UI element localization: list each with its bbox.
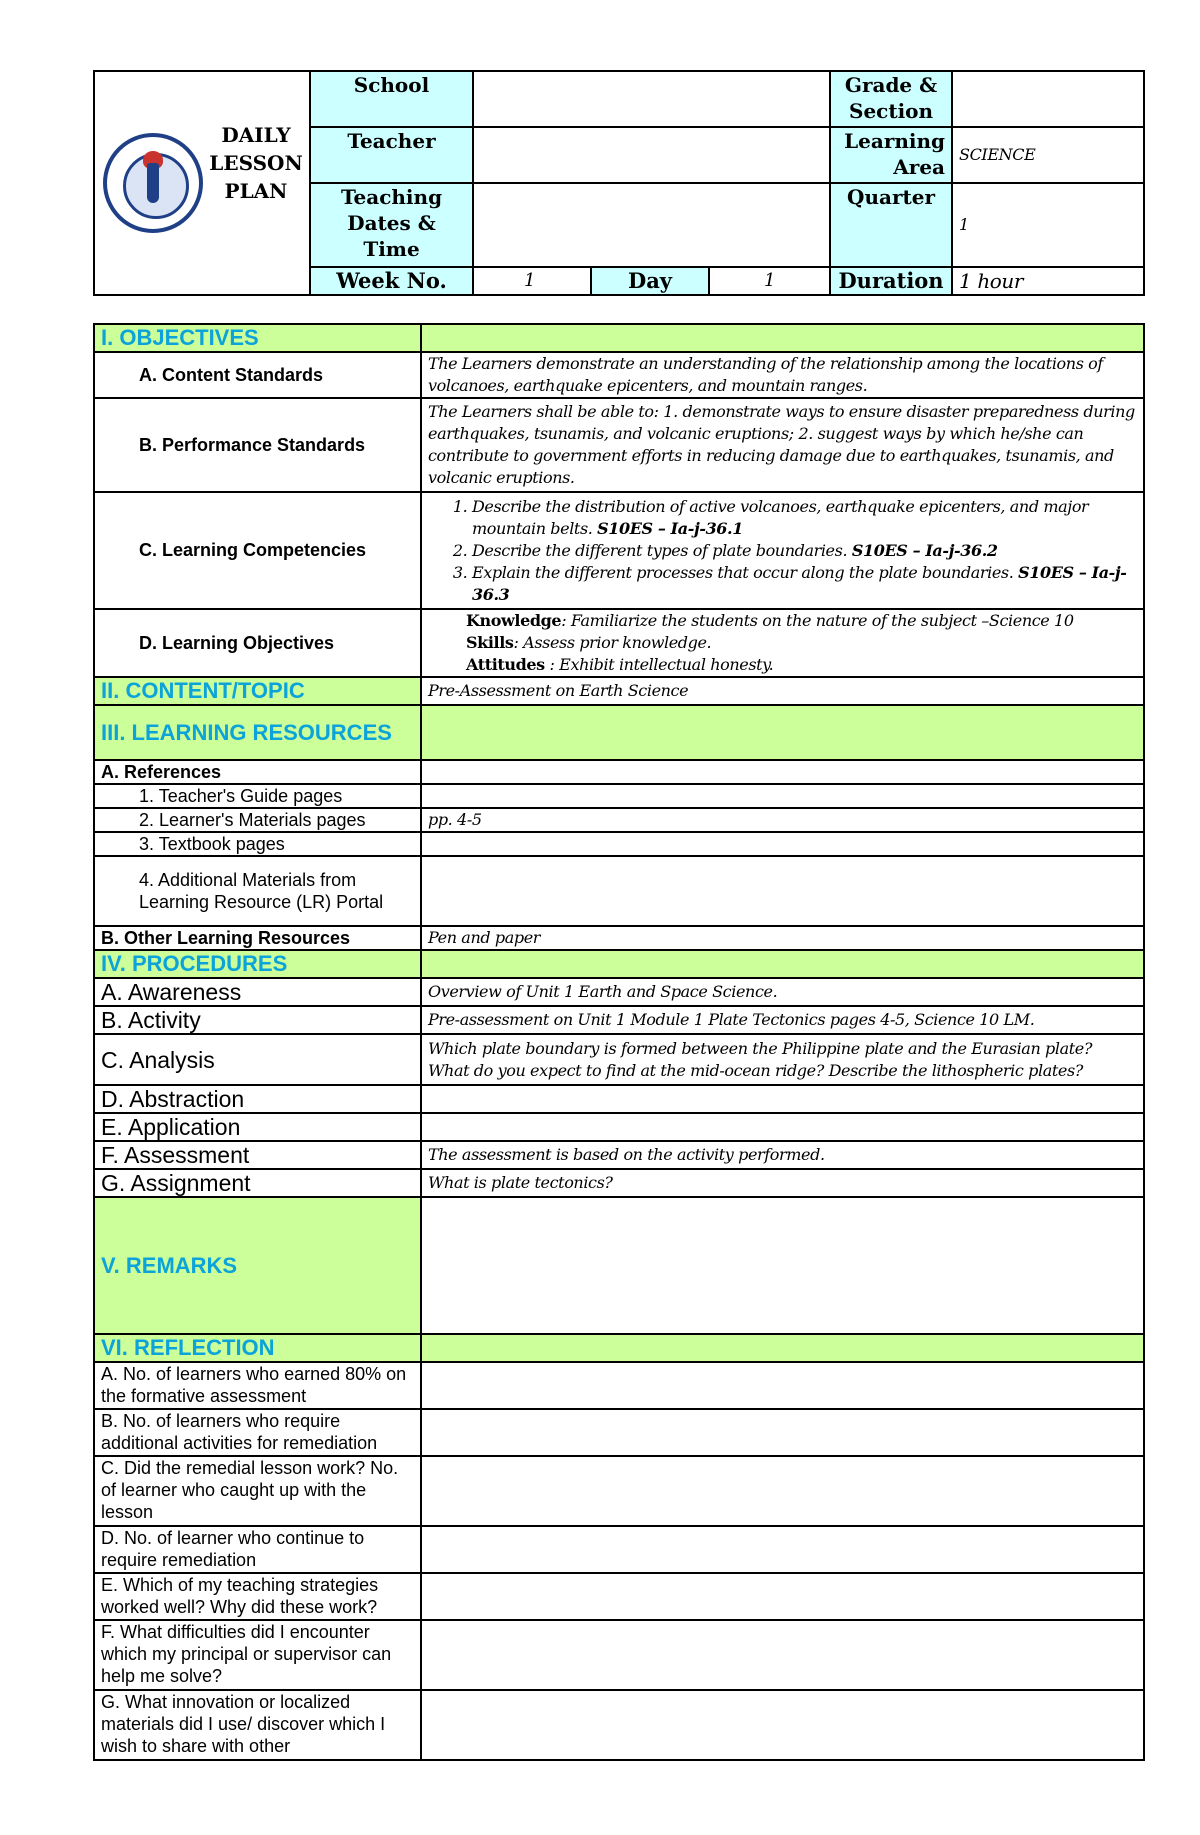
- content-standards-value[interactable]: The Learners demonstrate an understanding of the relationship among the locations of volcanoes, earthquake epicenters, and mountain ranges.: [421, 352, 1144, 398]
- doc-title-line3: PLAN: [224, 179, 288, 203]
- reflection-heading: VI. REFLECTION: [94, 1334, 421, 1362]
- content-standards-label: A. Content Standards: [94, 352, 421, 398]
- application-value[interactable]: [421, 1113, 1144, 1141]
- learning-area-label: Learning Area: [830, 127, 952, 183]
- procedures-heading-blank: [421, 950, 1144, 978]
- assignment-label: G. Assignment: [94, 1169, 421, 1197]
- learners-materials-value[interactable]: pp. 4-5: [421, 808, 1144, 832]
- learning-competencies-label: C. Learning Competencies: [94, 492, 421, 609]
- quarter-label: Quarter: [830, 183, 952, 267]
- analysis-label: C. Analysis: [94, 1034, 421, 1085]
- remarks-value[interactable]: [421, 1197, 1144, 1334]
- doc-title-line1: DAILY: [221, 123, 291, 147]
- textbook-pages-label: 3. Textbook pages: [94, 832, 421, 856]
- teacher-value[interactable]: [473, 127, 830, 183]
- grade-section-value[interactable]: [952, 71, 1144, 127]
- teaching-dates-value[interactable]: [473, 183, 830, 267]
- competency-item: 3. Explain the different processes that occur along the plate boundaries. S10ES – Ia-j-36.3: [472, 562, 1137, 606]
- activity-value[interactable]: Pre-assessment on Unit 1 Module 1 Plate Tectonics pages 4-5, Science 10 LM.: [421, 1006, 1144, 1034]
- performance-standards-label: B. Performance Standards: [94, 398, 421, 492]
- application-label: E. Application: [94, 1113, 421, 1141]
- quarter-value[interactable]: 1: [952, 183, 1144, 267]
- remarks-heading: V. REMARKS: [94, 1197, 421, 1334]
- performance-standards-value[interactable]: The Learners shall be able to: 1. demonstrate ways to ensure disaster preparedness during earthquakes, tsunamis, and volcanic eruptions; 2. suggest ways by which he/she can contribute to government efforts in reducing damage due to earthquakes, tsunamis, and volcanic eruptions.: [421, 398, 1144, 492]
- competency-item: 1. Describe the distribution of active volcanoes, earthquake epicenters, and major mountain belts. S10ES – Ia-j-36.1: [472, 496, 1137, 540]
- school-value[interactable]: [473, 71, 830, 127]
- reflection-item-g-value[interactable]: [421, 1690, 1144, 1760]
- teaching-dates-label: Teaching Dates & Time: [310, 183, 473, 267]
- reflection-item-a-label: A. No. of learners who earned 80% on the formative assessment: [94, 1362, 421, 1409]
- learning-resources-heading-blank: [421, 705, 1144, 760]
- reflection-item-c-label: C. Did the remedial lesson work? No. of learner who caught up with the lesson: [94, 1456, 421, 1526]
- analysis-value[interactable]: Which plate boundary is formed between the Philippine plate and the Eurasian plate? What do you expect to find at the mid-ocean ridge? Describe the lithospheric plates?: [421, 1034, 1144, 1085]
- other-resources-value[interactable]: Pen and paper: [421, 926, 1144, 950]
- textbook-pages-value[interactable]: [421, 832, 1144, 856]
- reflection-item-f-value[interactable]: [421, 1620, 1144, 1690]
- teachers-guide-label: 1. Teacher's Guide pages: [94, 784, 421, 808]
- other-resources-label: B. Other Learning Resources: [94, 926, 421, 950]
- references-label: A. References: [94, 760, 421, 784]
- abstraction-label: D. Abstraction: [94, 1085, 421, 1113]
- reflection-item-d-value[interactable]: [421, 1526, 1144, 1573]
- knowledge-line: Knowledge: Familiarize the students on the nature of the subject –Science 10: [466, 611, 1074, 630]
- learning-area-value[interactable]: SCIENCE: [952, 127, 1144, 183]
- skills-line: Skills: Assess prior knowledge.: [466, 633, 712, 652]
- additional-materials-label: 4. Additional Materials from Learning Resource (LR) Portal: [94, 856, 421, 926]
- objectives-heading: I. OBJECTIVES: [94, 324, 421, 352]
- reflection-item-f-label: F. What difficulties did I encounter which my principal or supervisor can help me solve?: [94, 1620, 421, 1690]
- reflection-item-c-value[interactable]: [421, 1456, 1144, 1526]
- assessment-label: F. Assessment: [94, 1141, 421, 1169]
- duration-value[interactable]: 1 hour: [952, 267, 1144, 295]
- competency-item: 2. Describe the different types of plate boundaries. S10ES – Ia-j-36.2: [472, 540, 1137, 562]
- reflection-item-d-label: D. No. of learner who continue to require remediation: [94, 1526, 421, 1573]
- reflection-heading-blank: [421, 1334, 1144, 1362]
- reflection-item-a-value[interactable]: [421, 1362, 1144, 1409]
- attitudes-line: Attitudes : Exhibit intellectual honesty.: [466, 655, 774, 674]
- deped-seal-icon: [103, 133, 203, 233]
- teacher-label: Teacher: [310, 127, 473, 183]
- reflection-item-b-value[interactable]: [421, 1409, 1144, 1456]
- additional-materials-value[interactable]: [421, 856, 1144, 926]
- learning-competencies-value[interactable]: [421, 492, 1144, 609]
- learning-objectives-value[interactable]: [421, 609, 1144, 677]
- teachers-guide-value[interactable]: [421, 784, 1144, 808]
- awareness-value[interactable]: Overview of Unit 1 Earth and Space Science.: [421, 978, 1144, 1006]
- logo-title-cell: [94, 71, 310, 295]
- assignment-value[interactable]: What is plate tectonics?: [421, 1169, 1144, 1197]
- week-no-value[interactable]: 1: [473, 267, 591, 295]
- learning-objectives-label: D. Learning Objectives: [94, 609, 421, 677]
- objectives-heading-blank: [421, 324, 1144, 352]
- day-value[interactable]: 1: [709, 267, 830, 295]
- procedures-heading: IV. PROCEDURES: [94, 950, 421, 978]
- learners-materials-label: 2. Learner's Materials pages: [94, 808, 421, 832]
- reflection-item-b-label: B. No. of learners who require additional activities for remediation: [94, 1409, 421, 1456]
- duration-label: Duration: [830, 267, 952, 295]
- header-table: [93, 70, 1145, 296]
- reflection-item-e-value[interactable]: [421, 1573, 1144, 1620]
- reflection-item-e-label: E. Which of my teaching strategies worked well? Why did these work?: [94, 1573, 421, 1620]
- awareness-label: A. Awareness: [94, 978, 421, 1006]
- activity-label: B. Activity: [94, 1006, 421, 1034]
- learning-resources-heading: III. LEARNING RESOURCES: [94, 705, 421, 760]
- assessment-value[interactable]: The assessment is based on the activity performed.: [421, 1141, 1144, 1169]
- doc-title-line2: LESSON: [209, 151, 303, 175]
- day-label: Day: [591, 267, 709, 295]
- school-label: School: [310, 71, 473, 127]
- week-no-label: Week No.: [310, 267, 473, 295]
- content-topic-value[interactable]: Pre-Assessment on Earth Science: [421, 677, 1144, 705]
- references-value[interactable]: [421, 760, 1144, 784]
- lesson-plan-table: [93, 323, 1145, 1761]
- abstraction-value[interactable]: [421, 1085, 1144, 1113]
- grade-section-label: Grade & Section: [830, 71, 952, 127]
- reflection-item-g-label: G. What innovation or localized materials did I use/ discover which I wish to share with other: [94, 1690, 421, 1760]
- content-topic-heading: II. CONTENT/TOPIC: [94, 677, 421, 705]
